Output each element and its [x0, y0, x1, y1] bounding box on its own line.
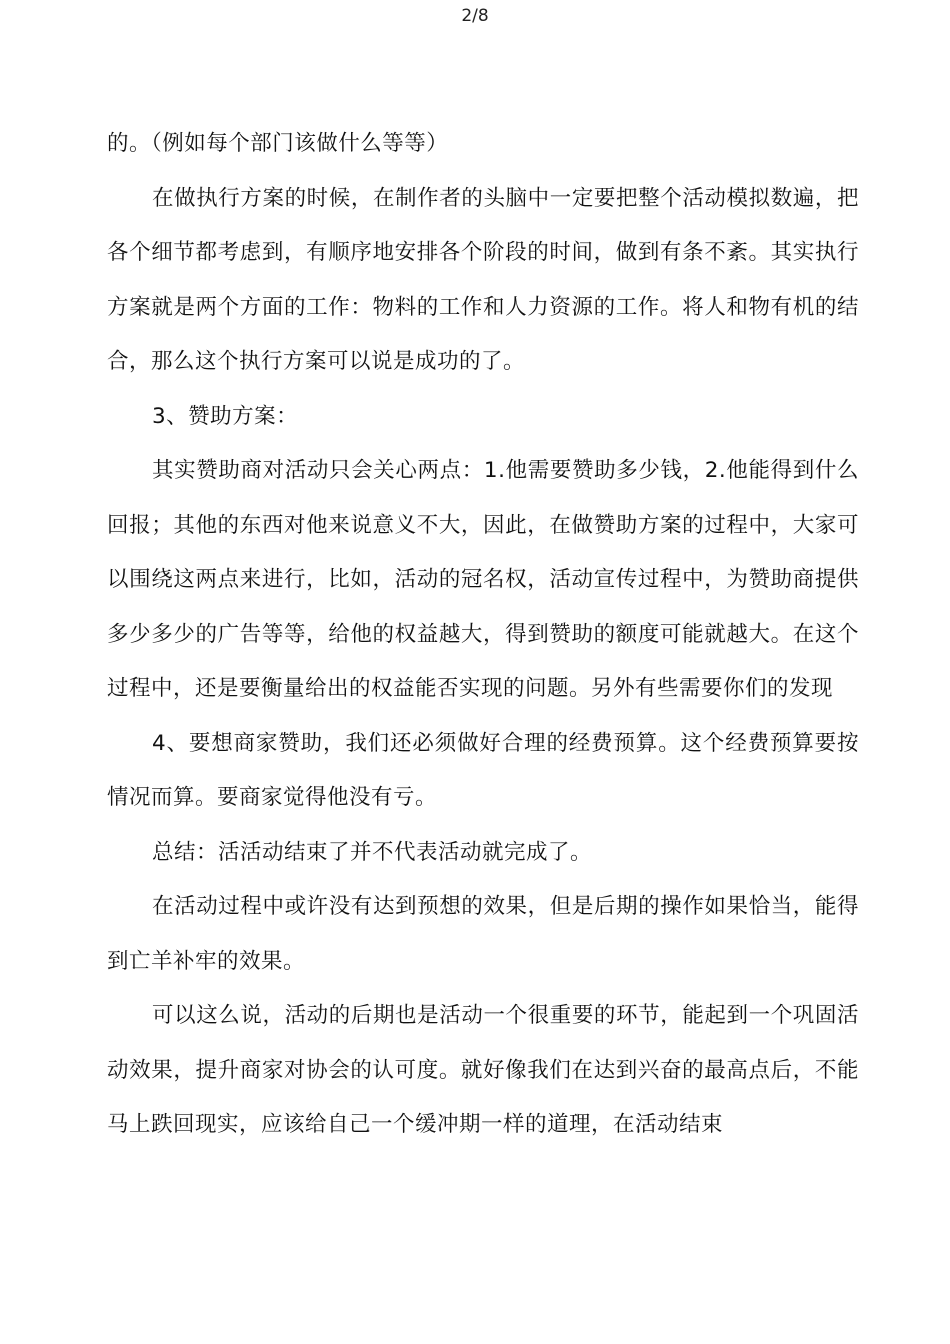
- paragraph-sponsorship: 其实赞助商对活动只会关心两点：1.他需要赞助多少钱，2.他能得到什么回报；其他的东西对他来说意义不大，因此，在做赞助方案的过程中，大家可以围绕这两点来进行，比如，活动的冠名权，活动宣传过程中，为赞助商提供多少多少的广告等等，给他的权益越大，得到赞助的额度可能就越大。在这个过程中，还是要衡量给出的权益能否实现的问题。另外有些需要你们的发现: [107, 458, 859, 701]
- section-heading-sponsorship: 3、赞助方案：: [152, 403, 299, 429]
- paragraph-execution-plan: 在做执行方案的时候，在制作者的头脑中一定要把整个活动模拟数遍，把各个细节都考虑到，有顺序地安排各个阶段的时间，做到有条不紊。其实执行方案就是两个方面的工作：物料的工作和人力资源的工作。将人和物有机的结合，那么这个执行方案可以说是成功的了。: [107, 185, 859, 374]
- paragraph-continuation: 的。（例如每个部门该做什么等等）: [107, 131, 449, 156]
- document-body: [107, 117, 859, 1153]
- paragraph-effect: 在活动过程中或许没有达到预想的效果，但是后期的操作如果恰当，能得到亡羊补牢的效果。: [107, 894, 859, 974]
- page-number: 2/8: [461, 6, 489, 26]
- paragraph-budget: 4、要想商家赞助，我们还必须做好合理的经费预算。这个经费预算要按情况而算。要商家觉得他没有亏。: [107, 730, 859, 810]
- paragraph-post-event: 可以这么说，活动的后期也是活动一个很重要的环节，能起到一个巩固活动效果，提升商家对协会的认可度。就好像我们在达到兴奋的最高点后，不能马上跌回现实，应该给自己一个缓冲期一样的道理，在活动结束: [107, 1003, 859, 1137]
- paragraph-summary: 总结：活活动结束了并不代表活动就完成了。: [152, 839, 593, 865]
